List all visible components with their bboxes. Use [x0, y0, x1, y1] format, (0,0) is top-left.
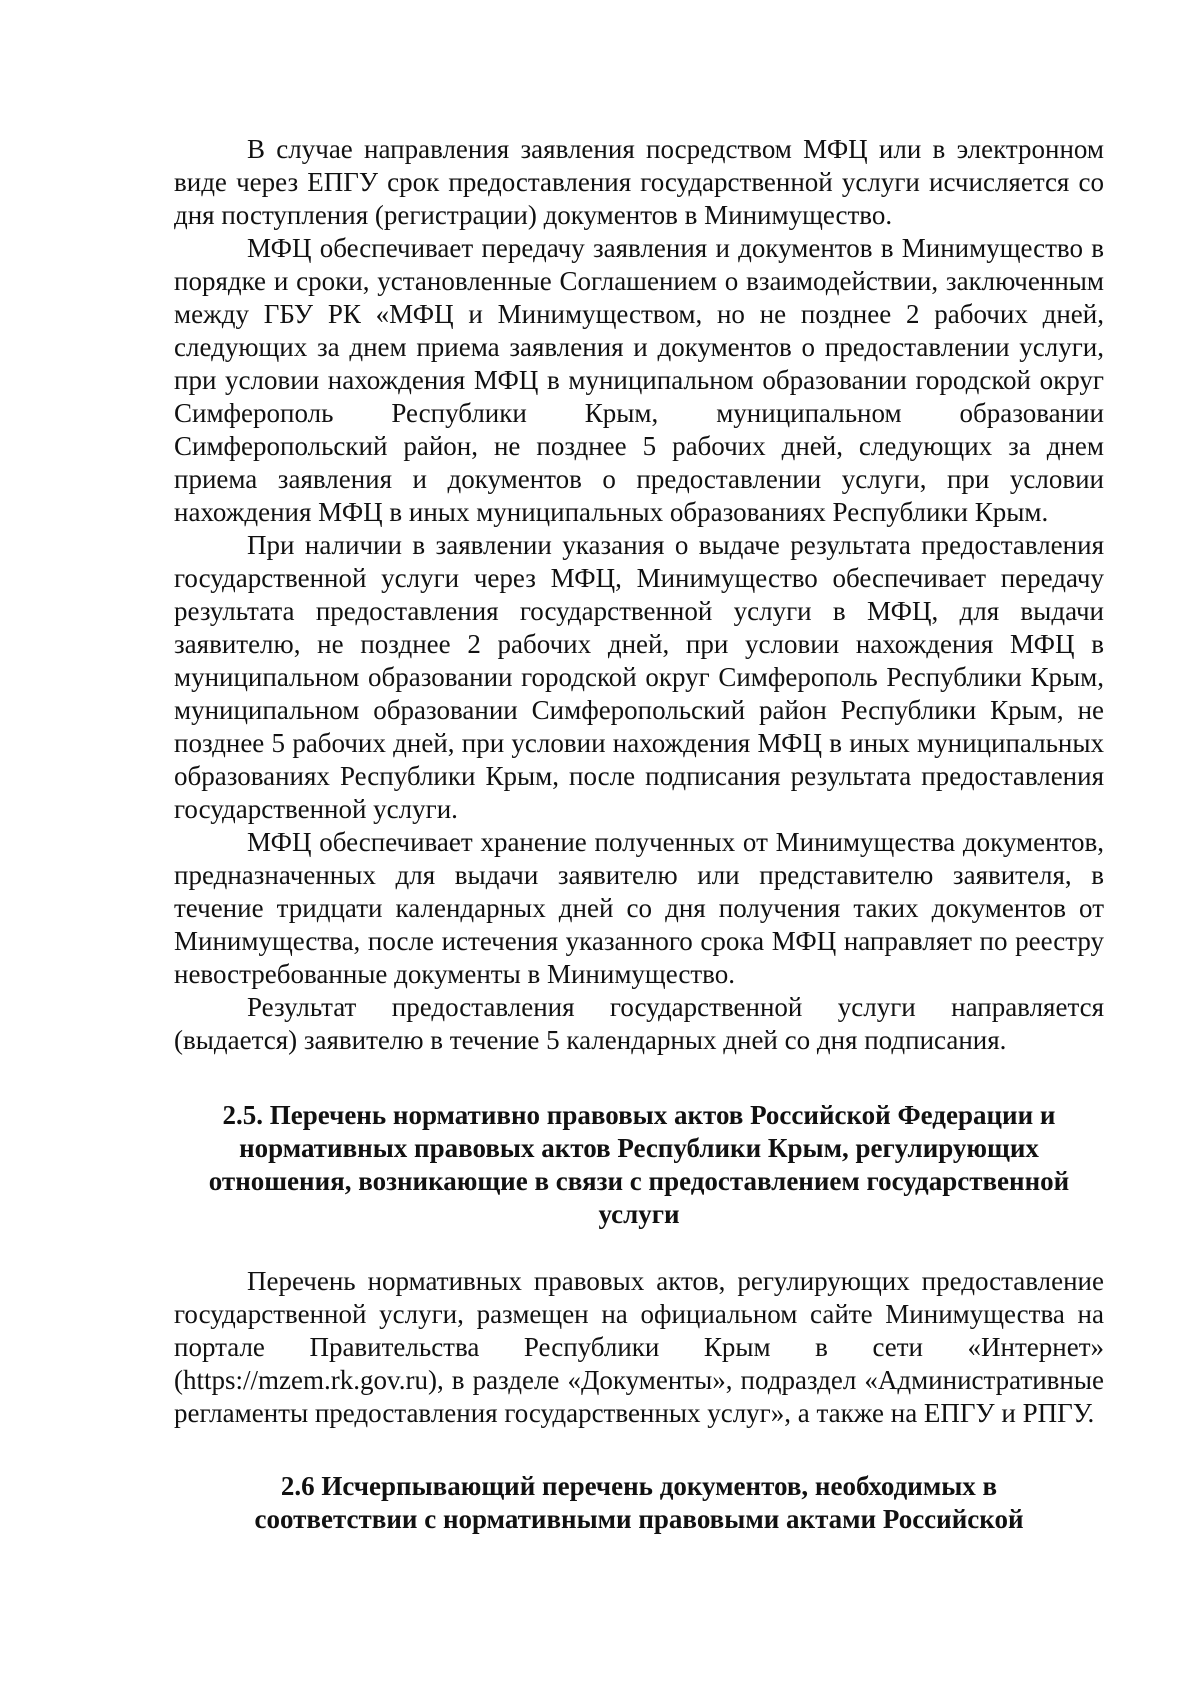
heading-line: соответствии с нормативными правовыми актами Российской — [254, 1504, 1024, 1534]
paragraph-mfc-transfer: МФЦ обеспечивает передачу заявления и документов в Минимущество в порядке и сроки, установленные Соглашением о взаимодействии, заключенным между ГБУ РК «МФЦ и Минимуществом, но не позднее 2 рабочих дней, следующих за днем приема заявления и документов о предоставлении услуги, при условии нахождения МФЦ в муниципальном образовании городской округ Симферополь Республики Крым, муниципальном образовании Симферопольский район, не позднее 5 рабочих дней, следующих за днем приема заявления и документов о предоставлении услуги, при условии нахождения МФЦ в иных муниципальных образованиях Республики Крым. — [174, 233, 1104, 527]
paragraph-legal-acts-list: Перечень нормативных правовых актов, регулирующих предоставление государственной услуги, размещен на официальном сайте Минимущества на портале Правительства Республики Крым в сети «Интернет» (https://mzem.rk.gov.ru), в разделе «Документы», подраздел «Административные регламенты предоставления государственных услуг», а также на ЕПГУ и РПГУ. — [174, 1266, 1104, 1428]
paragraph-submission-term: В случае направления заявления посредством МФЦ или в электронном виде через ЕПГУ срок предоставления государственной услуги исчисляется со дня поступления (регистрации) документов в Минимущество. — [174, 134, 1104, 230]
section-heading-2-5 — [174, 1099, 1104, 1231]
paragraph-mfc-storage: МФЦ обеспечивает хранение полученных от Минимущества документов, предназначенных для выдачи заявителю или представителю заявителя, в течение тридцати календарных дней со дня получения таких документов от Минимущества, после истечения указанного срока МФЦ направляет по реестру невостребованные документы в Минимущество. — [174, 827, 1104, 989]
heading-line: 2.6 Исчерпывающий перечень документов, необходимых в — [280, 1471, 998, 1501]
paragraph-result-delivery: Результат предоставления государственной услуги направляется (выдается) заявителю в течение 5 календарных дней со дня подписания. — [174, 992, 1104, 1055]
document-body — [174, 133, 1104, 1536]
heading-line: 2.5. Перечень нормативно правовых актов Российской Федерации и — [222, 1100, 1056, 1130]
heading-line: нормативных правовых актов Республики Крым, регулирующих — [239, 1133, 1039, 1163]
section-heading-2-6 — [174, 1470, 1104, 1536]
paragraph-result-via-mfc: При наличии в заявлении указания о выдаче результата предоставления государственной услуги через МФЦ, Минимущество обеспечивает передачу результата предоставления государственной услуги в МФЦ, для выдачи заявителю, не позднее 2 рабочих дней, при условии нахождения МФЦ в муниципальном образовании городской округ Симферополь Республики Крым, муниципальном образовании Симферопольский район Республики Крым, не позднее 5 рабочих дней, при условии нахождения МФЦ в иных муниципальных образованиях Республики Крым, после подписания результата предоставления государственной услуги. — [174, 530, 1104, 824]
heading-line: отношения, возникающие в связи с предоставлением государственной — [208, 1166, 1070, 1196]
heading-line: услуги — [598, 1199, 680, 1229]
